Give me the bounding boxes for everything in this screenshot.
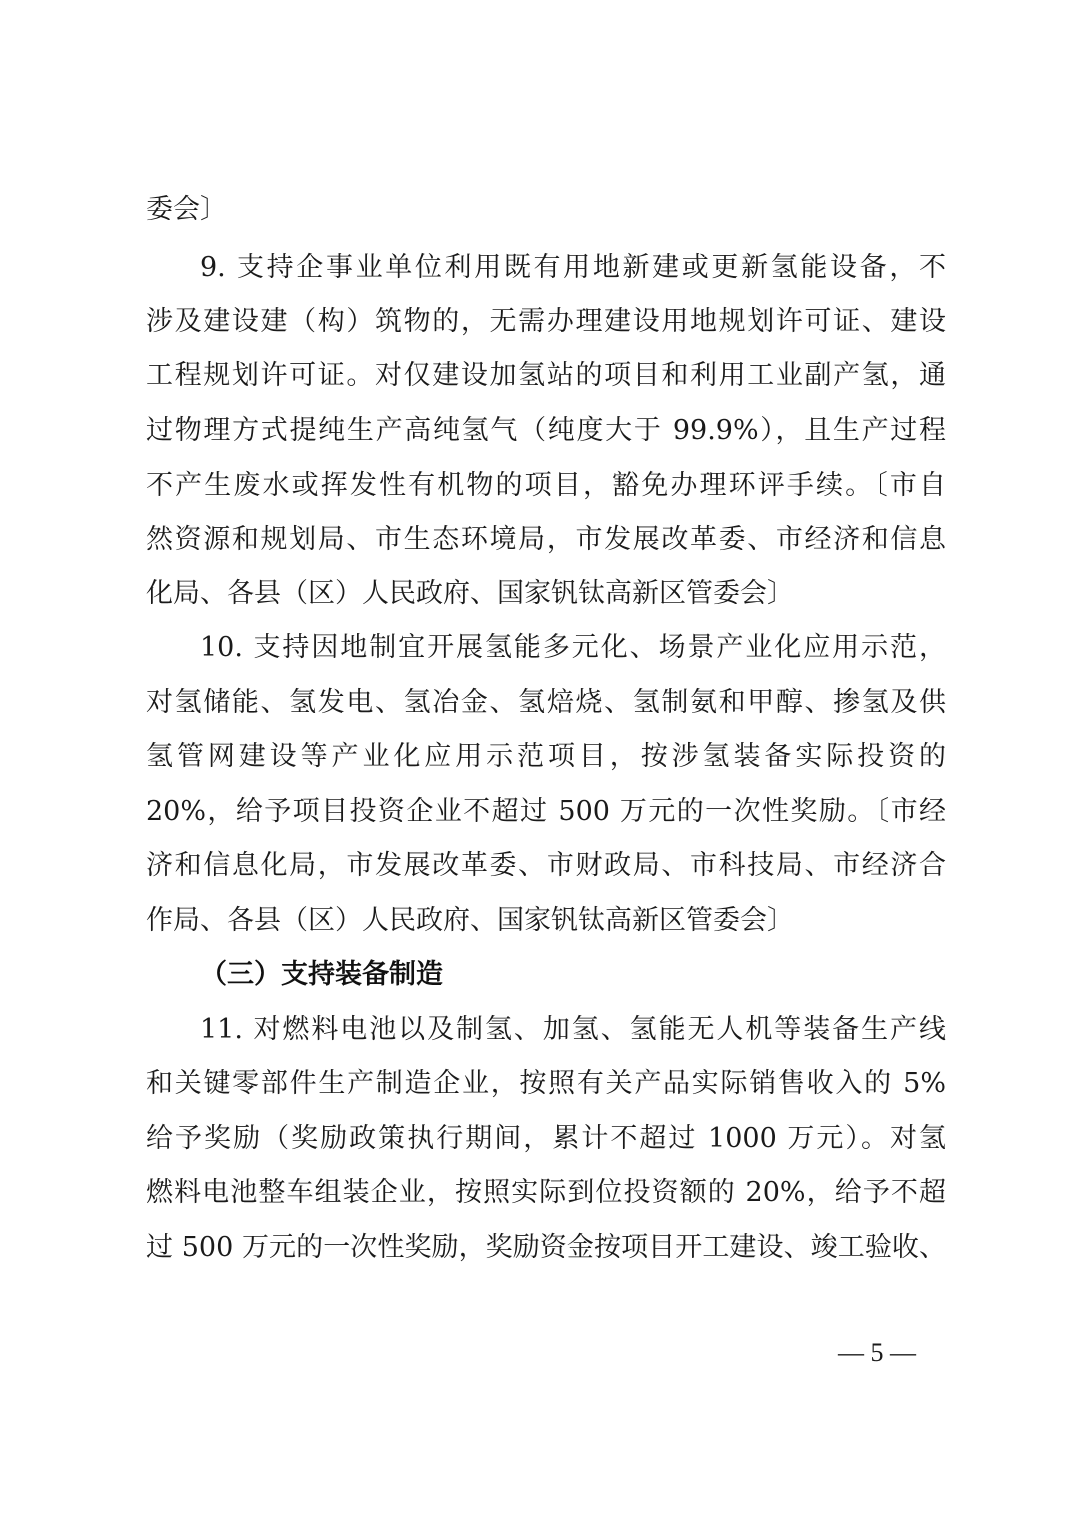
item-9-line-6: 然资源和规划局、市生态环境局，市发展改革委、市经济和信息 <box>146 524 946 555</box>
item-9-line-4: 过物理方式提纯生产高纯氢气（纯度大于 99.9%），且生产过程 <box>146 415 946 446</box>
text-line-continuation: 委会〕 <box>146 194 227 225</box>
item-11-line-1: 11. 对燃料电池以及制氢、加氢、氢能无人机等装备生产线 <box>200 1014 946 1045</box>
item-11-line-4: 燃料电池整车组装企业，按照实际到位投资额的 20%，给予不超 <box>146 1177 946 1208</box>
item-11-line-3: 给予奖励（奖励政策执行期间，累计不超过 1000 万元）。对氢 <box>146 1123 946 1154</box>
item-9-line-1: 9. 支持企事业单位利用既有用地新建或更新氢能设备，不 <box>200 252 946 283</box>
item-10-line-4: 20%，给予项目投资企业不超过 500 万元的一次性奖励。〔市经 <box>146 796 946 827</box>
item-10-line-3: 氢管网建设等产业化应用示范项目，按涉氢装备实际投资的 <box>146 741 946 772</box>
page-number: — 5 — <box>838 1338 916 1367</box>
item-9-line-7: 化局、各县（区）人民政府、国家钒钛高新区管委会〕 <box>146 578 794 609</box>
item-9-line-2: 涉及建设建（构）筑物的，无需办理建设用地规划许可证、建设 <box>146 306 946 337</box>
item-10-line-2: 对氢储能、氢发电、氢冶金、氢焙烧、氢制氨和甲醇、掺氢及供 <box>146 687 946 718</box>
item-9-line-3: 工程规划许可证。对仅建设加氢站的项目和利用工业副产氢，通 <box>146 360 946 391</box>
section-heading: （三）支持装备制造 <box>200 959 443 990</box>
item-10-line-6: 作局、各县（区）人民政府、国家钒钛高新区管委会〕 <box>146 905 794 936</box>
item-11-line-2: 和关键零部件生产制造企业，按照有关产品实际销售收入的 5% <box>146 1068 946 1099</box>
item-9-line-5: 不产生废水或挥发性有机物的项目，豁免办理环评手续。〔市自 <box>146 470 946 501</box>
item-10-line-5: 济和信息化局，市发展改革委、市财政局、市科技局、市经济合 <box>146 850 946 881</box>
item-10-line-1: 10. 支持因地制宜开展氢能多元化、场景产业化应用示范， <box>200 632 946 663</box>
item-11-line-5: 过 500 万元的一次性奖励，奖励资金按项目开工建设、竣工验收、 <box>146 1232 946 1263</box>
